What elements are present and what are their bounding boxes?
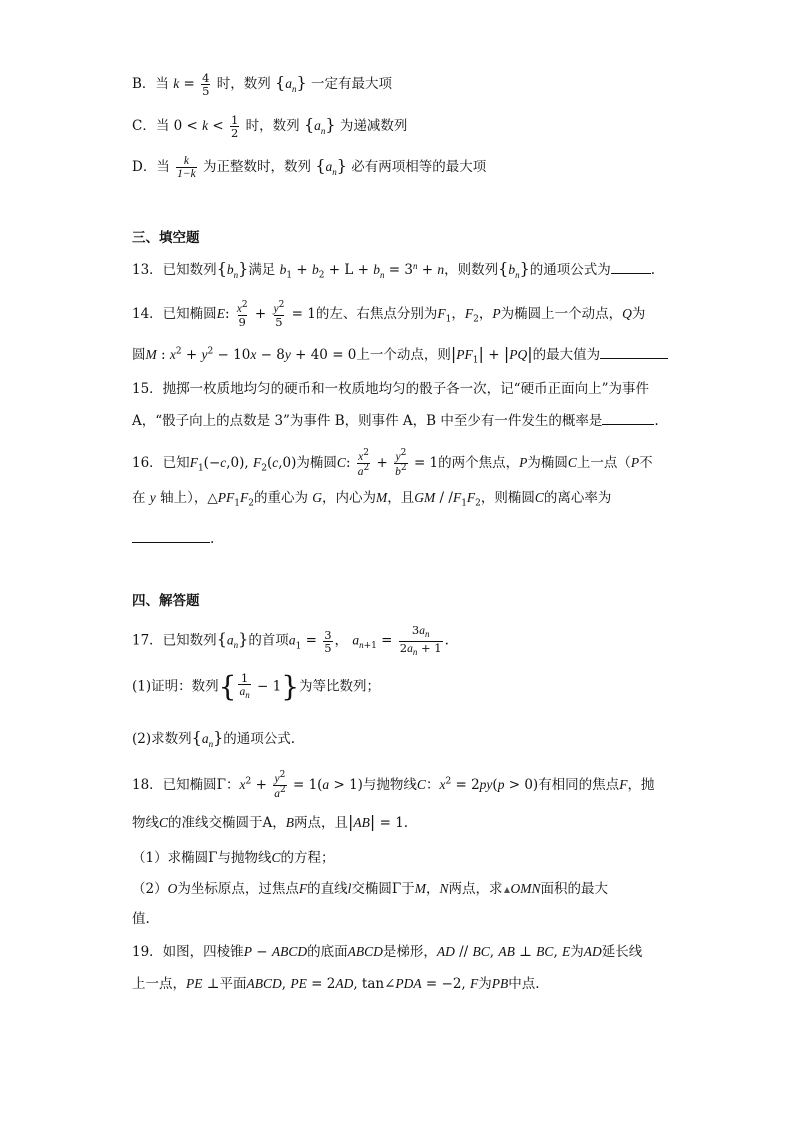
fraction xyxy=(230,114,239,139)
q18-text: 的方程； xyxy=(280,850,335,866)
section-title-fill: 三、填空题 xyxy=(132,230,200,246)
question-14-line2: 圆M : $x^2 + y^2 - 10x - 8y + 40 = 0$上一个动点，则$|PF_1| + |PQ|$的最大值为 xyxy=(132,346,668,366)
q18-text: 面积的最大 xyxy=(540,881,608,897)
question-17-part1: (1)证明：数列{ $\frac{1}{a_n}$ − 1}为等比数列； xyxy=(132,669,381,703)
q17-text: 为等比数列； xyxy=(299,678,381,695)
q14-text: 圆 xyxy=(132,347,146,363)
option-d-end: 必有两项相等的最大项 xyxy=(351,159,487,176)
option-d: D．当 $\frac{k}{1-k}$ 为正整数时，数列 $\{a_n\}$ 必有两项相等的最大项 xyxy=(132,155,487,181)
fraction xyxy=(176,155,197,180)
fraction: $\frac{y^2}{a^2}$ xyxy=(274,770,286,800)
fraction-den: 2 xyxy=(231,126,239,141)
answer-blank[interactable] xyxy=(132,532,210,543)
q16-text: 上一点（ xyxy=(576,454,631,471)
fraction-num: k xyxy=(183,155,189,167)
q16-text: 的离心率为 xyxy=(543,490,612,506)
answer-blank[interactable] xyxy=(600,348,668,359)
question-17: 17．已知数列$\{a_n\}$的首项$a_1$ = $\frac{3}{5}$ ， $a_{n+1}$ = $\frac{3a_n}{2a_n + 1}$ . xyxy=(132,623,449,658)
q18-text: 为坐标原点，过焦点 xyxy=(177,881,299,897)
triangle-icon xyxy=(504,887,510,893)
q19-text: 的底面 xyxy=(307,944,348,960)
q13-text: 满足 xyxy=(248,262,276,278)
fraction: $\frac{1}{a_n}$ xyxy=(239,671,250,701)
question-16-line1: 16．已知$F_1(-c,0)$, $F_2(c,0)$为椭圆C: $\frac{x^2}{a^2}$ + $\frac{y^2}{b^2}$ = 1的两个焦点，P为椭圆C上一点（P不 xyxy=(132,448,653,478)
q18-text: 的直线 xyxy=(307,881,348,897)
option-b: B．当 k = $\frac{4}{5}$ 时，数列 $\{a_n\}$ 一定有最大项 xyxy=(132,71,392,99)
q18-text: 与抛物线 xyxy=(362,776,417,793)
question-16-line2: 在 y 轴上），$\triangle PF_1F_2$的重心为 G，内心为M，且GM / $/F_1F_2$，则椭圆C的离心率为 xyxy=(132,490,612,509)
q13-text: 的通项公式为 xyxy=(529,262,611,278)
q16-text: ，内心为 xyxy=(322,490,376,506)
q13-text: 13．已知数列 xyxy=(132,262,217,278)
q16-text: 不 xyxy=(639,454,653,471)
q14-text: 的最大值为 xyxy=(532,347,601,363)
question-15-line1: 15．抛掷一枚质地均匀的硬币和一枚质地均匀的骰子各一次，记“硬币正面向上”为事件 xyxy=(132,381,649,397)
q17-text: 的通项公式. xyxy=(223,731,296,747)
q16-text: 在 xyxy=(132,490,146,506)
q18-text: 有相同的焦点 xyxy=(538,776,620,793)
fraction-den: 1−k xyxy=(177,168,196,181)
question-18-part2-end: 值. xyxy=(132,911,150,927)
question-18-line2: 物线C的准线交椭圆于A，B两点，且|AB| = 1. xyxy=(132,812,409,831)
question-18-part1: （1）求椭圆Γ与抛物线C的方程； xyxy=(132,850,335,866)
q15-text: A，“骰子向上的点数是 3”为事件 B，则事件 A，B 中至少有一件发生的概率是 xyxy=(132,413,603,429)
q14-text: 为椭圆上一个动点， xyxy=(500,305,623,322)
fraction xyxy=(201,72,210,97)
option-d-mid: 为正整数时，数列 xyxy=(203,159,312,176)
option-c: C．当 0 < k < $\frac{1}{2}$ 时，数列 $\{a_n\}$ 为递减数列 xyxy=(132,113,408,141)
q17-text: (2)求数列 xyxy=(132,731,192,747)
q17-text: 的首项 xyxy=(248,632,289,649)
option-b-label: B．当 xyxy=(132,76,169,93)
q14-text: 14．已知椭圆 xyxy=(132,305,217,322)
question-16-line3: . xyxy=(132,532,214,547)
q18-text: 物线 xyxy=(132,815,159,831)
q19-text: 为 xyxy=(570,944,584,960)
question-19-line1: 19．如图，四棱锥P − ABCD的底面ABCD是梯形，AD // BC, AB ⊥ BC, E为AD延长线 xyxy=(132,944,643,960)
q16-text: ，且 xyxy=(387,490,415,506)
option-b-mid: 时，数列 xyxy=(216,76,271,93)
question-15-line2: A，“骰子向上的点数是 3”为事件 B，则事件 A，B 中至少有一件发生的概率是 . xyxy=(132,413,659,429)
option-d-label: D．当 xyxy=(132,159,170,176)
fraction: $\frac{y^2}{5}$ xyxy=(273,300,285,329)
q19-text: 19．如图，四棱锥 xyxy=(132,944,244,960)
q14-text: 的左、右焦点分别为 xyxy=(315,305,438,322)
option-b-end: 一定有最大项 xyxy=(310,76,392,93)
question-14-line1: 14．已知椭圆E: $\frac{x^2}{9}$ + $\frac{y^2}{5}$ = 1的左、右焦点分别为$F_1$，$F_2$，P为椭圆上一个动点，Q为 xyxy=(132,300,646,329)
q18-text: 18．已知椭圆Γ： xyxy=(132,776,240,793)
fraction-den: 5 xyxy=(202,84,210,99)
q16-text: 轴上）， xyxy=(160,490,208,506)
fraction: $\frac{3a_n}{2a_n + 1}$ xyxy=(399,623,442,658)
q18-text: 两点，且 xyxy=(294,815,349,831)
section-title-solve: 四、解答题 xyxy=(132,593,200,609)
option-c-label: C．当 xyxy=(132,118,170,135)
q18-text: ，抛 xyxy=(627,776,655,793)
fraction-num: 4 xyxy=(202,71,210,85)
option-c-end: 为递减数列 xyxy=(339,118,408,135)
q18-text: 两点，求 xyxy=(448,881,503,897)
q16-text: 为椭圆 xyxy=(527,454,568,471)
question-18-line1: 18．已知椭圆Γ：$x^2$ + $\frac{y^2}{a^2}$ = 1(a > 1)与抛物线C：$x^2 = 2py(p > 0)$有相同的焦点F，抛 xyxy=(132,770,655,800)
fraction: $\frac{y^2}{b^2}$ xyxy=(395,448,407,478)
q14-text: 上一个动点，则 xyxy=(356,347,451,363)
q14-text: 为 xyxy=(631,305,646,322)
q13-text: ，则数列 xyxy=(444,262,499,278)
q16-text: 的重心为 xyxy=(253,490,308,506)
q17-text: (1)证明：数列 xyxy=(132,678,219,695)
fraction: $\frac{3}{5}$ xyxy=(324,627,332,655)
q19-text: 上一点， xyxy=(132,976,186,992)
question-13: 13．已知数列$\{b_n\}$满足 $b_1 + b_2 + L + b_n = 3^n + n$，则数列$\{b_n\}$的通项公式为 . xyxy=(132,259,656,281)
q16-text: 16．已知 xyxy=(132,454,190,471)
fraction-num: 1 xyxy=(231,113,239,127)
fraction: $\frac{x^2}{9}$ xyxy=(236,300,248,329)
q16-text: ，则椭圆 xyxy=(480,490,535,506)
fraction: $\frac{x^2}{a^2}$ xyxy=(357,448,370,478)
q18-text: 交椭圆Γ于 xyxy=(351,881,415,897)
option-c-mid: 时，数列 xyxy=(245,118,300,135)
q16-text: 的两个焦点， xyxy=(438,454,520,471)
question-19-line2: 上一点，PE ⊥平面ABCD, PE = 2AD, tan∠PDA = −2, F为PB中点. xyxy=(132,976,540,992)
q19-text: 平面 xyxy=(219,976,247,992)
question-17-part2: (2)求数列$\{a_n\}$的通项公式. xyxy=(132,728,296,749)
question-18-part2: （2）O为坐标原点，过焦点F的直线l交椭圆Γ于M，N两点，求 OMN面积的最大 xyxy=(132,881,608,897)
q19-text: 是梯形， xyxy=(382,944,437,960)
answer-blank[interactable] xyxy=(611,263,651,274)
q19-text: 为 xyxy=(478,976,492,992)
q18-text: 的准线交椭圆于 xyxy=(168,815,263,831)
q18-text: （2） xyxy=(132,881,168,897)
answer-blank[interactable] xyxy=(602,414,654,425)
q16-text: 为椭圆 xyxy=(296,454,337,471)
q17-text: 17．已知数列 xyxy=(132,632,217,649)
q19-text: 延长线 xyxy=(601,944,643,960)
q18-text: （1）求椭圆Γ与抛物线 xyxy=(132,850,272,866)
q19-text: 中点. xyxy=(508,976,540,992)
